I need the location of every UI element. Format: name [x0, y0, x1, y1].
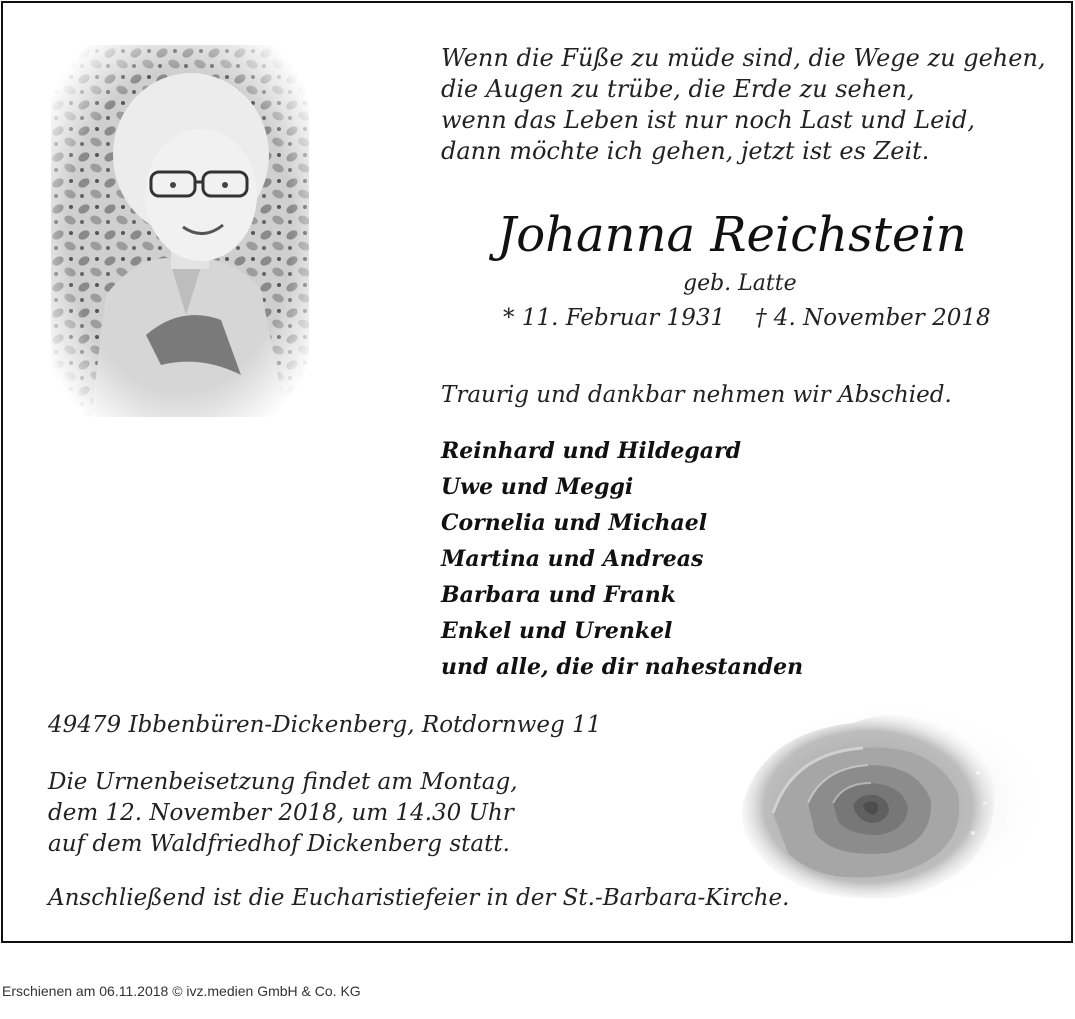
obituary-notice	[1, 1, 1073, 943]
poem-line: Wenn die Füße zu müde sind, die Wege zu gehen,	[441, 44, 1046, 72]
service-line: dem 12. November 2018, um 14.30 Uhr	[48, 800, 514, 826]
poem-line: die Augen zu trübe, die Erde zu sehen,	[441, 75, 915, 103]
portrait-photo	[51, 45, 309, 417]
mourner-entry: Reinhard und Hildegard	[441, 438, 742, 464]
service-line: auf dem Waldfriedhof Dickenberg statt.	[48, 831, 510, 857]
farewell-text: Traurig und dankbar nehmen wir Abschied.	[441, 382, 952, 408]
death-date: † 4. November 2018	[755, 305, 991, 331]
mourner-entry: Martina und Andreas	[441, 546, 704, 572]
service-line: Die Urnenbeisetzung findet am Montag,	[48, 769, 518, 795]
burial-service-info	[48, 767, 518, 860]
mourner-entry: Uwe und Meggi	[441, 474, 634, 500]
mass-info: Anschließend ist die Eucharistiefeier in der St.-Barbara-Kirche.	[48, 885, 790, 911]
mourner-entry: und alle, die dir nahestanden	[441, 654, 804, 680]
family-address: 49479 Ibbenbüren-Dickenberg, Rotdornweg 11	[48, 712, 602, 738]
mourner-entry: Cornelia und Michael	[441, 510, 708, 536]
deceased-name: Johanna Reichstein	[497, 207, 967, 263]
birth-date: * 11. Februar 1931	[503, 305, 726, 331]
poem-line: wenn das Leben ist nur noch Last und Leid,	[441, 106, 975, 134]
maiden-name: geb. Latte	[683, 271, 797, 296]
mourners-list	[441, 433, 803, 685]
poem-line: dann möchte ich gehen, jetzt ist es Zeit.	[441, 137, 930, 165]
mourner-entry: Barbara und Frank	[441, 582, 676, 608]
rose-image	[703, 693, 1033, 908]
mourner-entry: Enkel und Urenkel	[441, 618, 673, 644]
poem	[441, 43, 1046, 167]
publication-footer: Erschienen am 06.11.2018 © ivz.medien GmbH & Co. KG	[2, 983, 361, 999]
